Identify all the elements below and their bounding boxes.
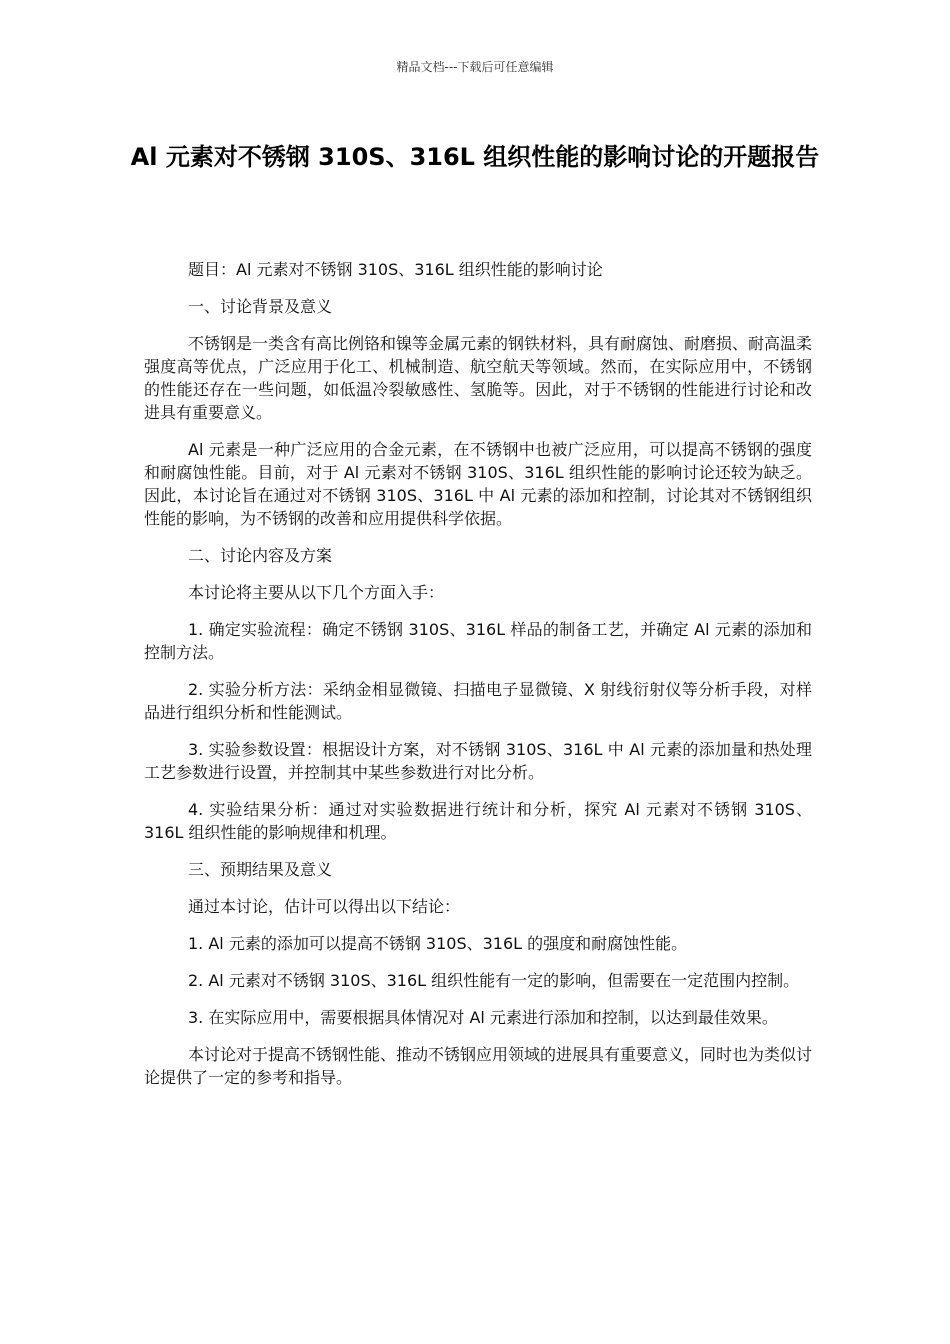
list-item-content-1: 1. 确定实验流程：确定不锈钢 310S、316L 样品的制备工艺，并确定 Al 元素的添加和控制方法。 (144, 620, 812, 662)
paragraph-background-1: 不锈钢是一类含有高比例铬和镍等金属元素的钢铁材料，具有耐腐蚀、耐磨损、耐高温柔强度高等优点，广泛应用于化工、机械制造、航空航天等领域。然而，在实际应用中，不锈钢的性能还存在一些问题，如低温冷裂敏感性、氢脆等。因此，对于不锈钢的性能进行讨论和改进具有重要意义。 (144, 334, 813, 422)
header-note: 精品文档---下载后可任意编辑 (396, 60, 554, 74)
paragraph-background-2: Al 元素是一种广泛应用的合金元素，在不锈钢中也被广泛应用，可以提高不锈钢的强度和耐腐蚀性能。目前，对于 Al 元素对不锈钢 310S、316L 组织性能的影响讨论还较为缺乏。因此，本讨论旨在通过对不锈钢 310S、316L 中 Al 元素的添加和控制，讨论其对不锈钢组织性能的影响，为不锈钢的改善和应用提供科学依据。 (144, 440, 812, 528)
section-heading-background: 一、讨论背景及意义 (188, 297, 333, 316)
section-heading-content: 二、讨论内容及方案 (188, 546, 333, 565)
paragraph-results-intro: 通过本讨论，估计可以得出以下结论： (188, 897, 461, 916)
list-item-results-1: 1. Al 元素的添加可以提高不锈钢 310S、316L 的强度和耐腐蚀性能。 (188, 934, 688, 953)
paragraph-content-intro: 本讨论将主要从以下几个方面入手： (188, 583, 445, 602)
document-title: Al 元素对不锈钢 310S、316L 组织性能的影响讨论的开题报告 (130, 143, 820, 171)
list-item-results-3: 3. 在实际应用中，需要根据具体情况对 Al 元素进行添加和控制，以达到最佳效果。 (188, 1008, 778, 1027)
list-item-content-4: 4. 实验结果分析：通过对实验数据进行统计和分析，探究 Al 元素对不锈钢 310S、316L 组织性能的影响规律和机理。 (144, 800, 812, 842)
list-item-content-2: 2. 实验分析方法：采纳金相显微镜、扫描电子显微镜、X 射线衍射仪等分析手段，对样品进行组织分析和性能测试。 (144, 680, 812, 722)
list-item-content-3: 3. 实验参数设置：根据设计方案，对不锈钢 310S、316L 中 Al 元素的添加量和热处理工艺参数进行设置，并控制其中某些参数进行对比分析。 (144, 740, 812, 782)
topic-line: 题目：Al 元素对不锈钢 310S、316L 组织性能的影响讨论 (188, 260, 603, 279)
list-item-results-2: 2. Al 元素对不锈钢 310S、316L 组织性能有一定的影响，但需要在一定范围内控制。 (188, 971, 800, 990)
section-heading-results: 三、预期结果及意义 (188, 860, 333, 879)
paragraph-conclusion: 本讨论对于提高不锈钢性能、推动不锈钢应用领域的进展具有重要意义，同时也为类似讨论提供了一定的参考和指导。 (144, 1045, 813, 1087)
document-body (144, 258, 812, 1103)
